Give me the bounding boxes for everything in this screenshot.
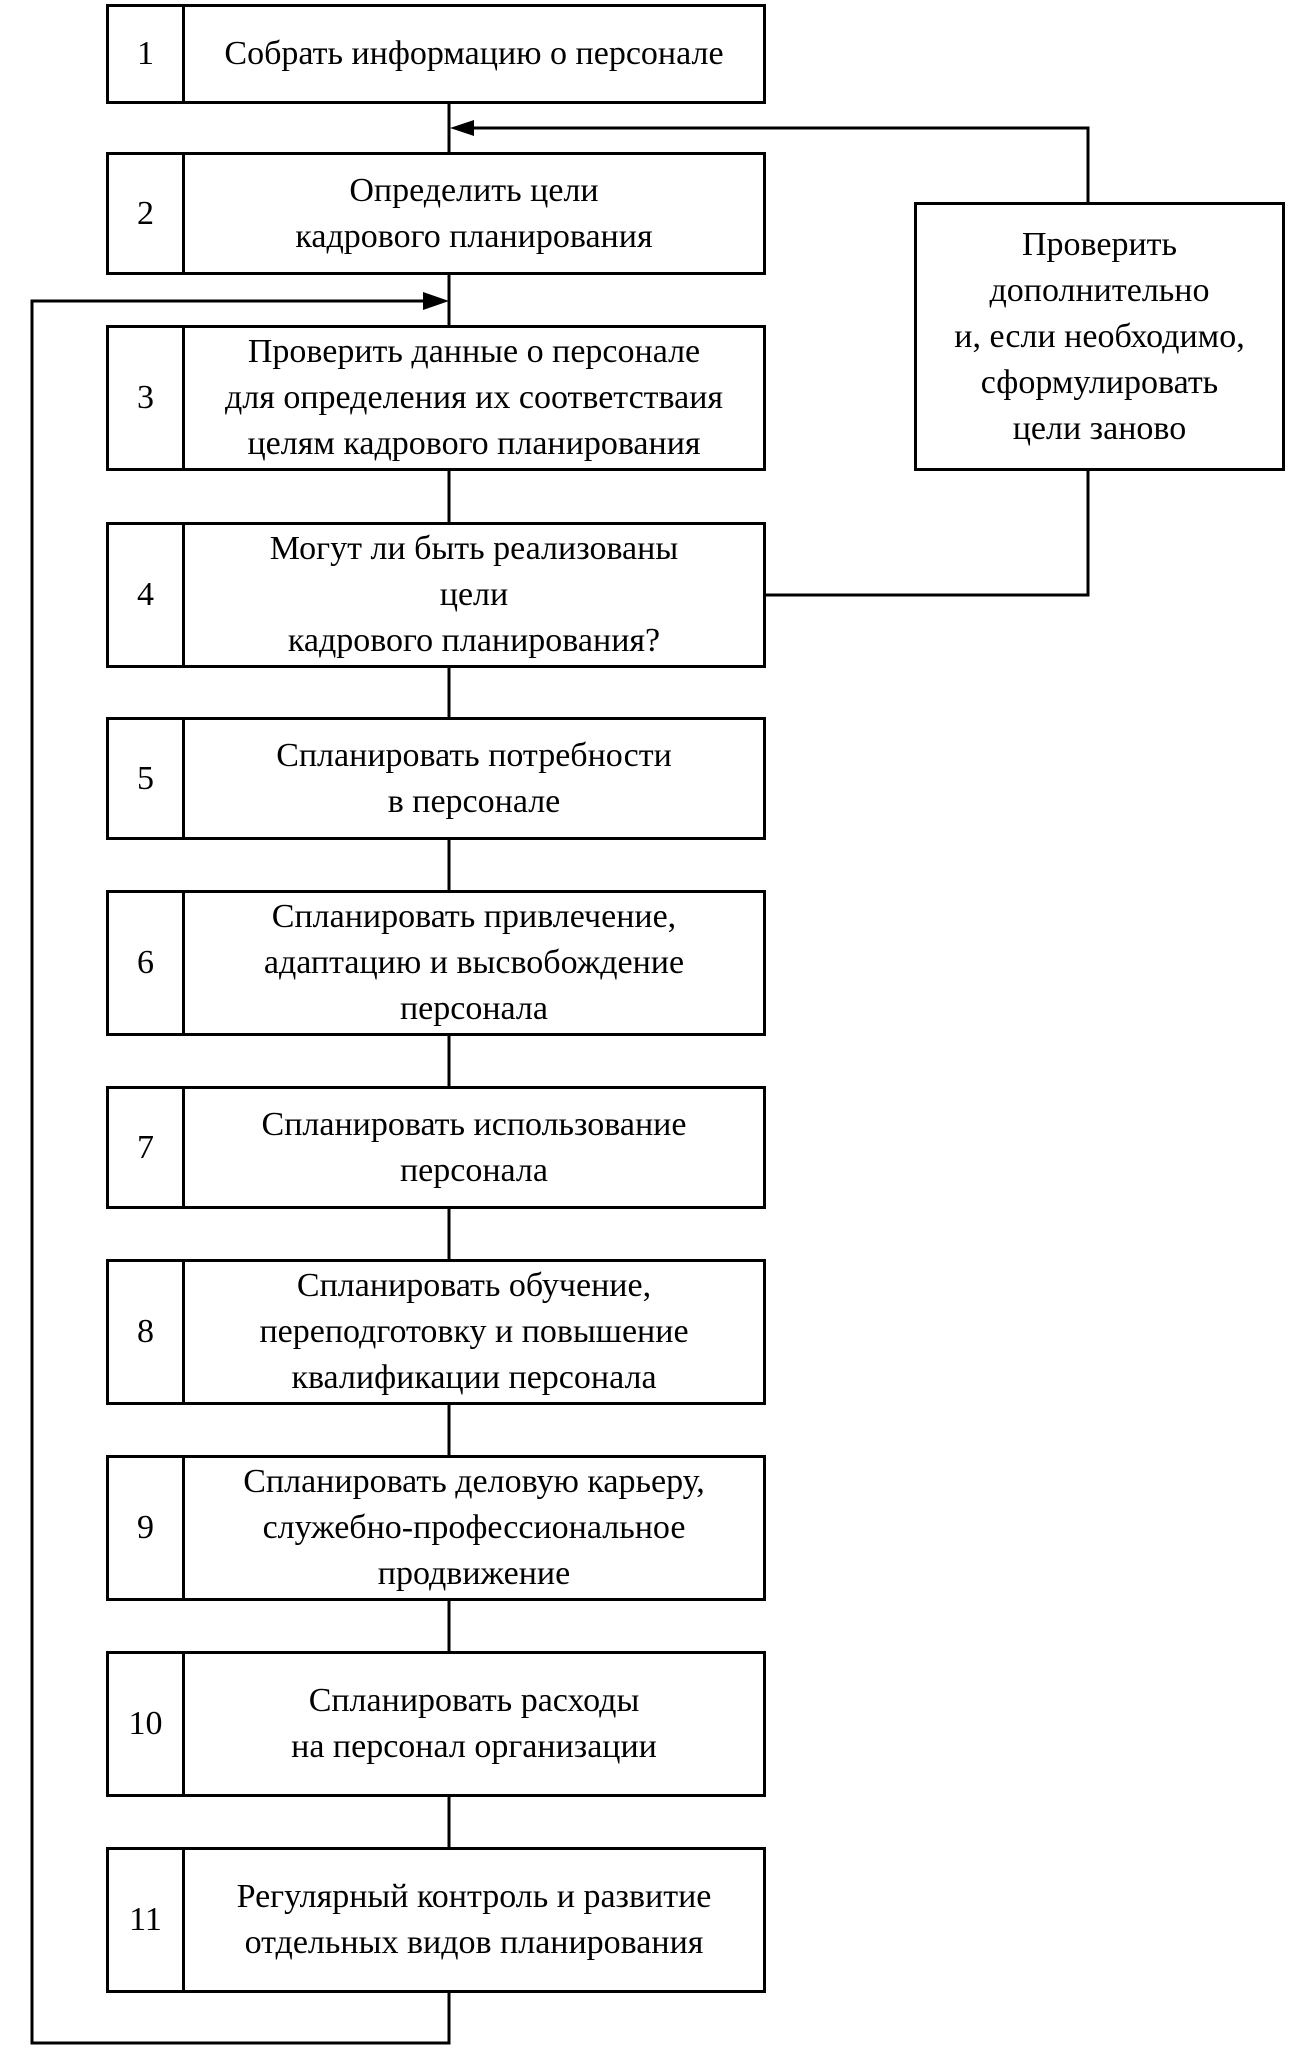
step-box (106, 1455, 766, 1601)
step-text: Собрать информацию о персонале (224, 35, 724, 72)
step-box (106, 152, 766, 275)
step-text: Могут ли быть реализованы цели кадрового планирования? (269, 530, 679, 659)
step-box (106, 1651, 766, 1797)
step-text: Спланировать использование персонала (261, 1105, 687, 1189)
arrowhead-side-to-2 (450, 120, 474, 136)
connector-4-to-side (766, 471, 1088, 595)
step-text: Спланировать расходы на персонал организации (291, 1682, 657, 1765)
step-box (106, 4, 766, 104)
step-text: Спланировать обучение, переподготовку и повышение квалификации персонала (259, 1267, 689, 1396)
step-text: Определить цели кадрового планирования (295, 171, 653, 255)
step-text: Спланировать деловую карьеру, служебно-профессиональное продвижение (243, 1463, 705, 1592)
step-text: Проверить данные о персонале для определения их соответстваия целям кадрового планирования (224, 333, 724, 462)
step-number: 8 (109, 1262, 185, 1402)
step-box (106, 717, 766, 840)
step-box (106, 1259, 766, 1405)
step-box (106, 890, 766, 1036)
step-number: 4 (109, 525, 185, 665)
step-text: Спланировать потребности в персонале (276, 736, 672, 820)
step-box (106, 522, 766, 668)
step-number: 7 (109, 1089, 185, 1206)
step-number: 3 (109, 328, 185, 468)
step-number: 6 (109, 893, 185, 1033)
step-number: 2 (109, 155, 185, 272)
step-box (106, 325, 766, 471)
step-number: 10 (109, 1654, 185, 1794)
step-number: 1 (109, 7, 185, 101)
step-number: 5 (109, 720, 185, 837)
step-text: Регулярный контроль и развитие отдельных видов планирования (236, 1878, 712, 1961)
step-text: Спланировать привлечение, адаптацию и высвобождение персонала (263, 898, 685, 1027)
side-check-box: Проверить дополнительно и, если необходимо, сформулировать цели заново (914, 202, 1285, 471)
arrowhead-loop-to-3 (423, 292, 449, 310)
step-box (106, 1086, 766, 1209)
step-number: 11 (109, 1850, 185, 1990)
step-number: 9 (109, 1458, 185, 1598)
step-box (106, 1847, 766, 1993)
